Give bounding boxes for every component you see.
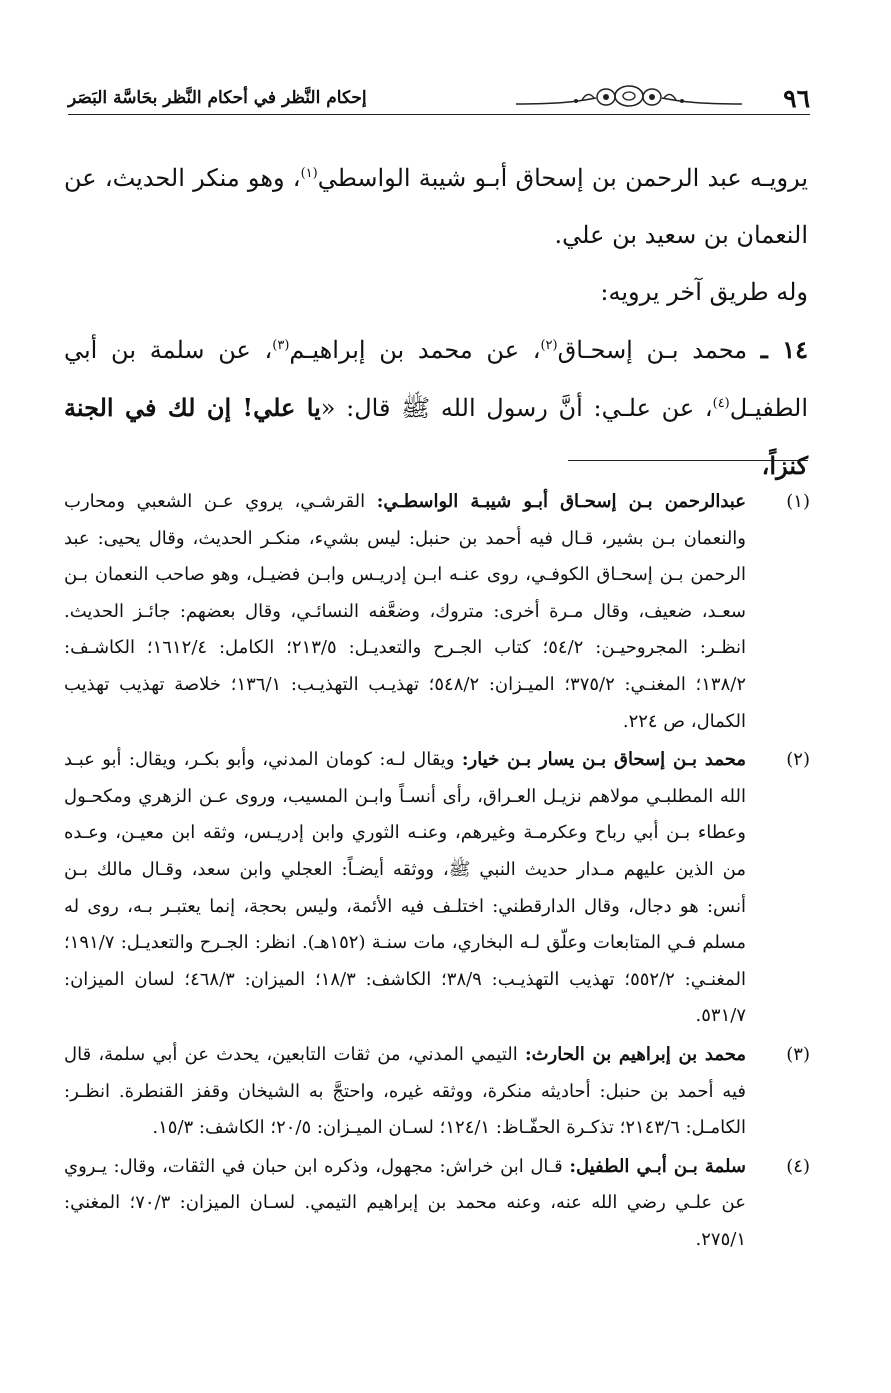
text-run: ، عن محمد بن إبراهيـم: [289, 336, 541, 364]
paragraph: [64, 321, 808, 495]
text-run: محمد بـن إسحـاق: [557, 336, 748, 364]
text-run: ، عن سلمة بن أبي الطفيـل: [64, 336, 809, 422]
footnote-marker: (٤): [786, 1155, 810, 1177]
footnote-marker: (١): [786, 491, 810, 512]
footnote-marker: (٣): [786, 1043, 810, 1065]
footnote: [64, 1149, 810, 1259]
footnote-separator: [568, 460, 808, 461]
footnote-name: محمد بـن إسحاق بـن يسار بـن خيار:: [461, 749, 746, 771]
footnote: [64, 1037, 810, 1147]
header-rule: [68, 114, 810, 115]
footnote-text: القرشـي، يروي عـن الشعبي ومحارب والنعمان بـن بشير، قـال فيه أحمد بن حنبل: ليس بشيء، منكـر الحديث، وقال يحيى: عبد الرحمن بـن إسحـاق الكوفـي، روى عنـه ابـن إدريـس وابـن فضيـل، وهو صاحب النعمان بـن سعـد، ضعيف، وقال مـرة أخرى: متروك، وضعَّفه النسائـي، وقال بعضهم: جائـز الحديث. انظـر: المجروحيـن: ٥٤/٢؛ كتاب الجـرح والتعديـل: ٢١٣/٥؛ الكامل: ١٦١٢/٤؛ الكاشـف: ١٣٨/٢؛ المغنـي: ٣٧٥/٢؛ الميـزان: ٥٤٨/٢؛ تهذيـب التهذيـب: ١٣٦/١؛ خلاصة تهذيب تهذيب الكمال، ص ٢٢٤.: [64, 491, 746, 732]
page-header: [68, 62, 810, 128]
item-number: ١٤ ـ: [760, 335, 809, 364]
footnotes: [64, 484, 810, 1258]
paragraph: وله طريق آخر يرويه:: [600, 278, 808, 306]
footnote-text: التيمي المدني، من ثقات التابعين، يحدث عن أبي سلمة، قال فيه أحمد بن حنبل: أحاديثه منكرة، ووثقه غيره، واحتجَّ به الشيخان وقفز القنطرة. انظـر: الكامـل: ٢١٤٣/٦؛ تذكـرة الحفّـاظ: ١٢٤/١؛ لسـان الميـزان: ٢٠/٥؛ الكاشف: ١٥/٣.: [64, 1043, 746, 1139]
footnote-name: عبدالرحمن بـن إسحـاق أبـو شيبـة الواسطـي:: [376, 491, 746, 512]
footnote-ref: (١): [300, 166, 318, 181]
footnote-ref: (٤): [712, 396, 730, 411]
text-run: يرويـه عبد الرحمن بن إسحاق أبـو شيبة الواسطي: [317, 164, 809, 192]
running-title: إحكام النَّظر في أحكام النَّظر بحَاسَّة البَصَر: [68, 88, 367, 108]
page-number: ٩٦: [783, 84, 810, 113]
footnote-name: سلمة بـن أبـي الطفيل:: [569, 1155, 746, 1177]
hadith-quote: يا علي! إن لك في الجنة كنزاً،: [64, 393, 808, 480]
footnote-ref: (٣): [272, 338, 290, 353]
main-text: [64, 150, 808, 495]
footnote-text: ويقال لـه: كومان المدني، وأبو بكـر، ويقال: أبو عبـد الله المطلبـي مولاهم نزيـل العـراق، رأى أنسـاً وابـن المسيب، وروى عـن الزهري ومكحـول وعطاء بـن أبي رباح وعكرمـة وغيرهم، وعنـه الثوري وابن إدريـس، وثقه ابن معيـن، وعـده من الذين عليهم مـدار حديث النبي ﷺ، ووثقه أيضـاً: العجلي وابن سعد، وقـال مالك بـن أنس: هو دجال، وقال الدارقطني: اختلـف فيه الأئمة، وليس بحجة، إنما يعتبـر بـه، روى له مسلم فـي المتابعات وعلّق لـه البخاري، مات سنـة (١٥٢هـ). انظر: الجـرح والتعديـل: ١٩١/٧؛ المغنـي: ٥٥٢/٢؛ تهذيب التهذيـب: ٣٨/٩؛ الكاشف: ١٨/٣؛ الميزان: ٤٦٨/٣؛ لسان الميزان: ٥٣١/٧.: [64, 749, 746, 1027]
paragraph: [64, 150, 808, 264]
footnote-name: محمد بن إبراهيم بن الحارث:: [524, 1043, 746, 1065]
footnote-ref: (٢): [540, 338, 558, 353]
footnote: [64, 484, 810, 740]
text-run: ، وهو منكر الحديث، عن النعمان بن سعيد بن علي.: [64, 164, 808, 249]
footnote: [64, 742, 810, 1035]
footnote-text: قـال ابن خراش: مجهول، وذكره ابن حبان في الثقات، وقال: يـروي عن علـي رضي الله عنه، وعنه محمد بن إبراهيم التيمي. لسـان الميزان: ٧٠/٣؛ المغني: ٢٧٥/١.: [64, 1155, 746, 1250]
text-run: ، عن علـي: أنَّ رسول الله ﷺ قال: «: [320, 394, 713, 422]
header-ornament-icon: [516, 80, 742, 114]
footnote-marker: (٢): [786, 749, 810, 771]
